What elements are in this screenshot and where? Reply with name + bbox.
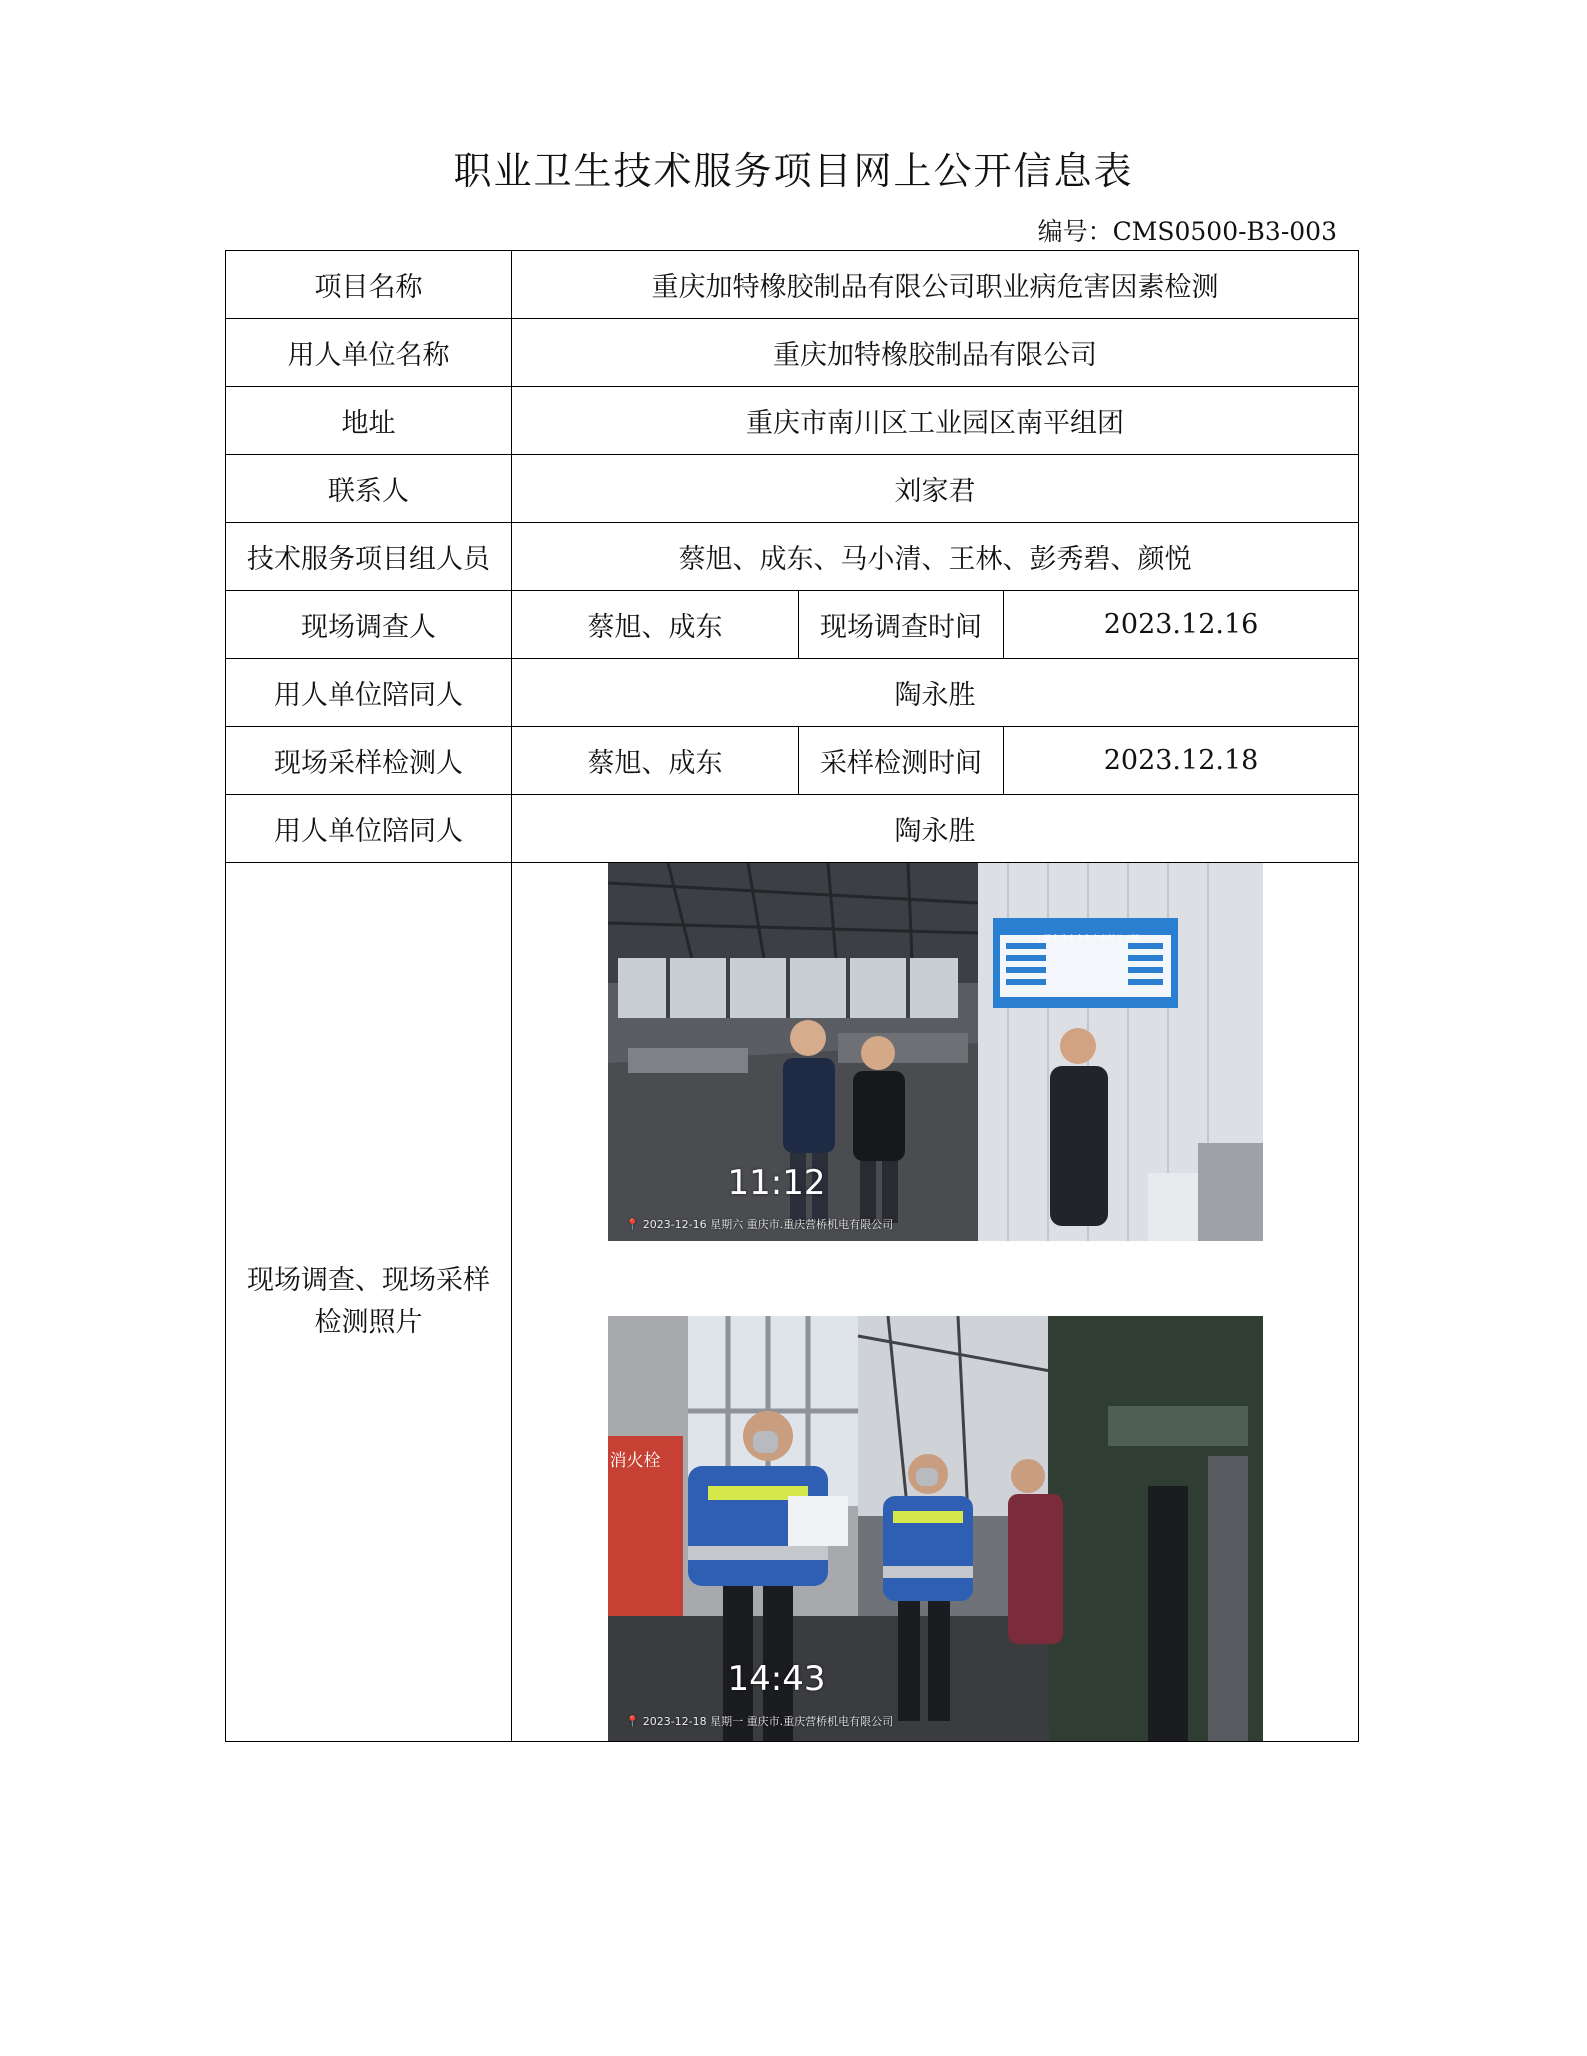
- sampling-escort-label: 用人单位陪同人: [226, 795, 512, 863]
- team-value: 蔡旭、成东、马小清、王林、彭秀碧、颜悦: [512, 523, 1359, 591]
- document-number: 编号：CMS0500-B3-003: [1037, 217, 1337, 246]
- photo-watermark-text: 2023-12-18 星期一 重庆市.重庆营桥机电有限公司: [642, 1715, 894, 1728]
- photo-time: 11:12: [727, 1163, 826, 1203]
- sampling-person-value: 蔡旭、成东: [512, 727, 799, 795]
- survey-time-label: 现场调查时间: [799, 591, 1004, 659]
- employer-label: 用人单位名称: [226, 319, 512, 387]
- table-row: [226, 319, 1359, 387]
- project-name-label: 项目名称: [226, 251, 512, 319]
- sampling-person-label: 现场采样检测人: [226, 727, 512, 795]
- survey-person-value: 蔡旭、成东: [512, 591, 799, 659]
- project-name-value: 重庆加特橡胶制品有限公司职业病危害因素检测: [512, 251, 1359, 319]
- hydrant-sign-text: 消火栓: [609, 1451, 661, 1471]
- table-row: [226, 659, 1359, 727]
- contact-label: 联系人: [226, 455, 512, 523]
- contact-value: 刘家君: [512, 455, 1359, 523]
- site-survey-photo-image: [608, 863, 1263, 1241]
- employer-value: 重庆加特橡胶制品有限公司: [512, 319, 1359, 387]
- table-row: [226, 251, 1359, 319]
- document-title: 职业卫生技术服务项目网上公开信息表: [453, 149, 1134, 193]
- sampling-photo-image: [608, 1316, 1263, 1741]
- table-row: [226, 727, 1359, 795]
- photo-time: 14:43: [727, 1659, 826, 1699]
- photos-cell: [512, 863, 1359, 1742]
- notice-board-text: 工贸企业安全生产责任公示牌: [1035, 934, 1140, 943]
- photo-watermark: [626, 1216, 894, 1232]
- survey-escort-value: 陶永胜: [512, 659, 1359, 727]
- photos-label-text: 现场调查、现场采样检测照片: [247, 1265, 490, 1338]
- info-table: [225, 250, 1359, 1742]
- sampling-time-label: 采样检测时间: [799, 727, 1004, 795]
- survey-person-label: 现场调查人: [226, 591, 512, 659]
- location-pin-icon: 📍: [625, 1715, 640, 1728]
- table-row: [226, 591, 1359, 659]
- survey-time-value: 2023.12.16: [1004, 591, 1359, 659]
- table-row: [226, 455, 1359, 523]
- photo-watermark-text: 2023-12-16 星期六 重庆市.重庆营桥机电有限公司: [642, 1218, 894, 1231]
- sampling-time-value: 2023.12.18: [1004, 727, 1359, 795]
- sampling-escort-value: 陶永胜: [512, 795, 1359, 863]
- team-label: 技术服务项目组人员: [226, 523, 512, 591]
- site-survey-photo: [608, 863, 1263, 1241]
- table-row: [226, 863, 1359, 1742]
- address-label: 地址: [226, 387, 512, 455]
- table-row: [226, 387, 1359, 455]
- survey-escort-label: 用人单位陪同人: [226, 659, 512, 727]
- address-value: 重庆市南川区工业园区南平组团: [512, 387, 1359, 455]
- location-pin-icon: 📍: [625, 1218, 640, 1231]
- table-row: [226, 795, 1359, 863]
- photos-label: [226, 863, 512, 1742]
- table-row: [226, 523, 1359, 591]
- sampling-photo: [608, 1316, 1263, 1741]
- photo-watermark: [626, 1713, 894, 1729]
